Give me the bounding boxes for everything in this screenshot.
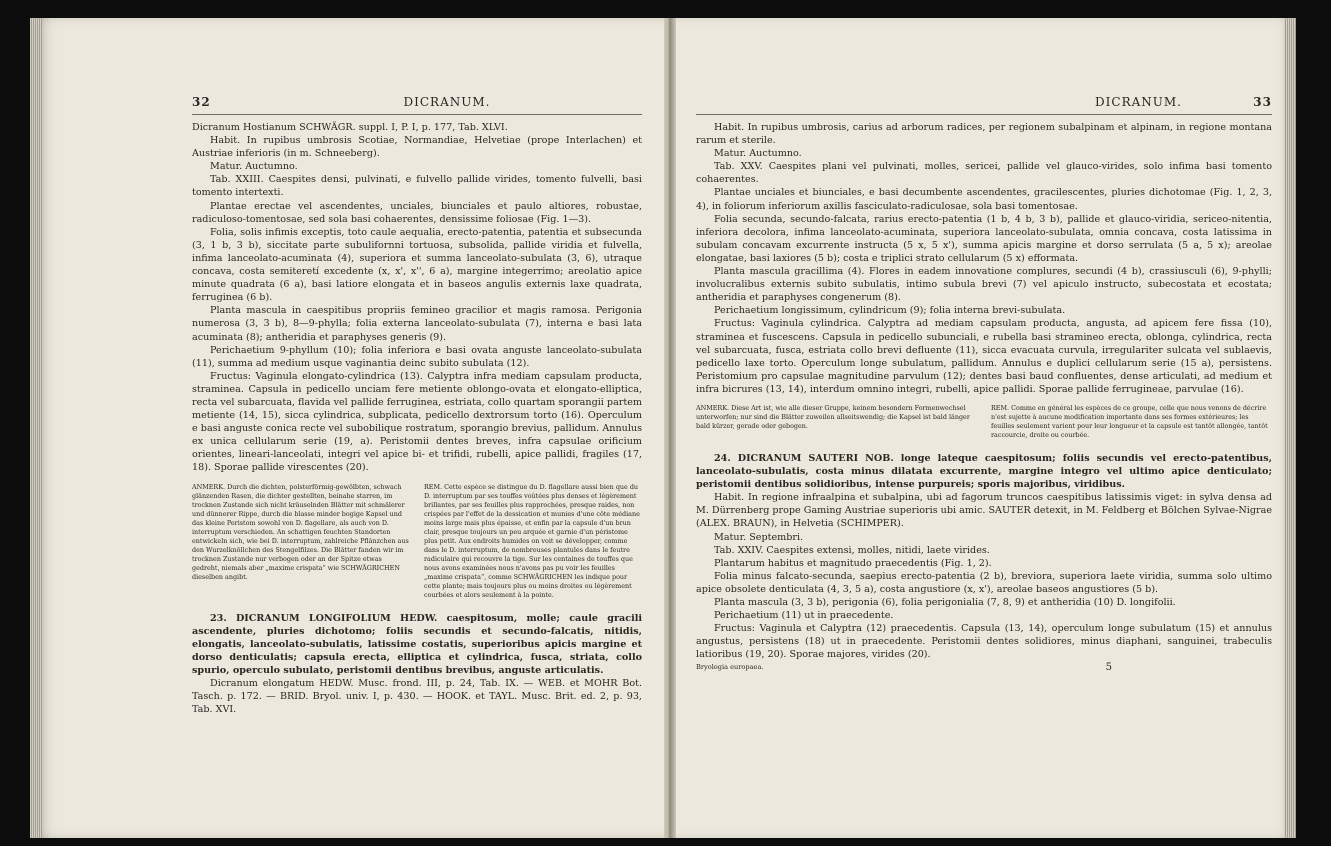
left-paragraph-tab: Tab. XXIII. Caespites densi, pulvinati, e fulvello pallide virides, tomento fulvelli, basi tomento intertexti. — [192, 174, 642, 199]
left-paragraph-mascula: Planta mascula in caespitibus propriis femineo gracilior et magis ramosa. Perigonia numerosa (3, 3 b), 8—9-phylla; folia externa lanceolato-subulata (7), interna e basi lata acuminata (8); antheridia et paraphyses generis (9). — [192, 305, 642, 343]
right-page-edge — [1284, 18, 1296, 838]
right-paragraph-plantae: Plantae unciales et biunciales, e basi decumbente ascendentes, gracilescentes, pluries dichotomae (Fig. 1, 2, 3, 4), in foliorum inferiorum axillis fasciculato-radiculosae, sola basi tomentosae. — [696, 187, 1272, 212]
right-paragraph-b-maturity: Matur. Septembri. — [714, 531, 804, 543]
left-notes-columns — [192, 483, 642, 600]
right-paragraph-folia: Folia secunda, secundo-falcata, rarius erecto-patentia (1 b, 4 b, 3 b), pallide et glauco-viridia, sericeo-nitentia, inferiora decolora, infima lanceolato-acuminata, superiora lanceolato-subulata, omnia concava, costa latissima in subulam concavam excurrente instructa (5 x, 5 x'), summa apicis margine et dorso serrulata (5 a, 5 x); areolae elongatae, basi laxiores (5 b); costa e triplici strato cellularum (5 x) efformata. — [696, 213, 1272, 264]
left-species-heading: 23. DICRANUM LONGIFOLIUM HEDW. caespitosum, molle; caule gracili ascendente, pluries dichotomo; foliis secundis et secundo-falcatis, nitidis, elongatis, lanceolato-subulatis, latissime costatis, superioribus apicis margine et dorso denticulatis; capsula erecta, elliptica et cylindrica, fusca, striata, collo spurio, operculo subulato, peristomii dentibus brevibus, anguste articulatis. — [192, 612, 642, 676]
left-references: Dicranum elongatum HEDW. Musc. frond. III, p. 24, Tab. IX. — WEB. et MOHR Bot. Tasch. p. 172. — BRID. Bryol. univ. I, p. 430. — HOOK. et TAYL. Musc. Brit. ed. 2, p. 93, Tab. XVI. — [192, 678, 642, 716]
left-page-edge — [30, 18, 42, 838]
right-page-number: 33 — [1253, 95, 1272, 109]
left-note-german: ANMERK. Durch die dichten, polsterförmig-gewölbten, schwach glänzenden Rasen, die dichter gestellten, beinahe starren, im trocknen Zustande sich nicht kräuselnden Blätter mit schmälerer und dünnerer Rippe, durch die blasse minder bogige Kapsel und das kleine Peristom sowohl von D. flagellare, als auch von D. interruptum verschieden. An schattigen feuchten Standorten entwickeln sich, wie bei D. interruptum, zahlreiche Pflänzchen aus den Wurzelknöllchen des Stengelfilzes. Die Blätter fanden wir im trocknen Zustande nur verbogen oder an der Spitze etwas gedreht, niemals aber „maxime crispata“ wie SCHWÄGRICHEN dieselben angibt. — [192, 482, 409, 581]
left-running-head: DICRANUM. — [403, 95, 491, 109]
sheet-number: 5 — [1105, 662, 1112, 674]
right-paragraph-b-mascula: Planta mascula (3, 3 b), perigonia (6), folia perigonialia (7, 8, 9) et antheridia (10) D. longifolii. — [714, 597, 1176, 608]
left-note-french: REM. Cette espèce se distingue du D. flagellare aussi bien que du D. interruptum par ses touffes voûtées plus denses et légèrement brillantes, par ses feuilles plus rapprochées, presque raides, non crispées par l'effet de la dessication et munies d'une côte médiane moins large mais plus épaisse, et enfin par la capsule d'un brun clair, presque toujours un peu arquée et garnie d'un péristome plus petit. Aux endroits humides on voit se développer, comme dans le D. interruptum, de nombreuses plantules dans le feutre radiculaire qui recouvre la tige. Sur les centaines de touffes que nous avons examinées nous n'avons pas pu voir les feuilles „maxime crispata“, comme SCHWÄGRICHEN les indique pour cette plante; mais toujours plus ou moins droites ou légèrement courbées et alors seulement à la pointe. — [424, 482, 640, 599]
left-paragraph-fructus: Fructus: Vaginula elongato-cylindrica (13). Calyptra infra mediam capsulam producta, straminea. Capsula in pedicello unciam fere metiente oblongo-ovata et elongato-elliptica, recta vel subarcuata, flavida vel pallide ferruginea, estriata, collo quartam sporangii partem metiente (14, 15), sicca cylindrica, subplicata, pedicello dextrorsum torto (16). Operculum e basi anguste conica recte vel subobilique rostratum, sporangio brevius, pallidum. Annulus ex unica cellularum serie (19, a). Peristomii dentes breves, infra capsulae orificium orientes, lineari-lanceolati, integri vel apice bi- et trifidi, rubelli, apice pallidi, fragiles (17, 18). Sporae pallide virescentes (20). — [192, 370, 642, 474]
left-paragraph-maturity: Matur. Auctumno. — [210, 161, 298, 173]
left-paragraph-folia: Folia, solis infimis exceptis, toto caule aequalia, erecto-patentia, patentia et subsecunda (3, 1 b, 3 b), siccitate parte subulifornni tortuosa, subsolida, pallide viridia et fulvella, infima lanceolato-acuminata (4), superiora et summa lanceolato-subulata (3, 6), utraque concava, costa semiteretí excedente (x, x', x'', 6 a), margine integerrimo; areolatio apice minute quadrata (6 a), basi latiore elongata et in baseos angulis externis laxe quadrata, ferruginea (6 b). — [192, 226, 642, 304]
right-paragraph-b-tab: Tab. XXIV. Caespites extensi, molles, nitidi, laete virides. — [714, 544, 990, 556]
left-paragraph-citation: Dicranum Hostianum SCHWÄGR. suppl. I, P. I, p. 177, Tab. XLVI. — [192, 122, 508, 133]
right-note-german: ANMERK. Diese Art ist, wie alle dieser Gruppe, keinem besondern Formenwechsel unterworfen; nur sind die Blätter zuweilen allseitswendig; die Kapsel ist bald länger bald kürzer, gerade oder gebogen. — [696, 403, 970, 430]
left-paragraph-plantae: Plantae erectae vel ascendentes, unciales, biunciales et paulo altiores, robustae, radiculoso-tomentosae, sed sola basi cohaerentes, densissime foliosae (Fig. 1—3). — [192, 200, 642, 225]
left-running-header — [192, 96, 642, 115]
left-paragraph-perichaetium: Perichaetium 9-phyllum (10); folia inferiora e basi ovata anguste lanceolato-subulata (11), summa ad medium usque vaginantia deinc subito subulata (12). — [192, 344, 642, 369]
right-note-french: REM. Comme en général les espèces de ce groupe, celle que nous venons de décrire n'est sujette à aucune modification importante dans ses formes extérieures; les feuilles seulement varient pour leur longueur et la capsule est tantôt allongée, tantôt raccourcie, droite ou courbée. — [991, 403, 1268, 439]
right-paragraph-b-plantarum: Plantarum habitus et magnitudo praecedentis (Fig. 1, 2). — [714, 557, 992, 569]
right-paragraph-b-folia: Folia minus falcato-secunda, saepius erecto-patentia (2 b), breviora, superiora laete viridia, summa solo ultimo apice obsolete denticulata (4, 3, 5 a), costa angustiore (x, x'), areolae baseos angustiores (5 b). — [696, 570, 1272, 595]
right-paragraph-maturity: Matur. Auctumno. — [714, 148, 802, 160]
left-page — [30, 18, 664, 838]
right-paragraph-b-habitat: Habit. In regione infraalpina et subalpina, ubi ad fagorum truncos caespitibus latissimis viget: in sylva densa ad M. Dürrenberg prope Gaming Austriae superioris ubi amic. SAUTER detexit, in M. Feldberg et Bölchen Sylvae-Nigrae (ALEX. BRAUN), in Helvetia (SCHIMPER). — [696, 492, 1272, 530]
left-page-number: 32 — [192, 95, 211, 109]
right-paragraph-b-perichaetium: Perichaetium (11) ut in praecedente. — [714, 610, 894, 622]
right-paragraph-fructus: Fructus: Vaginula cylindrica. Calyptra ad mediam capsulam producta, angusta, ad apicem fere fissa (10), straminea et fuscescens. Capsula in pedicello subunciali, e rubella basi stramineo erecta, oblonga, cylindrica, recta vel subarcuata, fusca, estriata collo brevi defluente (11), sicca evacuata curvula, irregulariter sulcata vel sublaevis, pedicello laxe torto. Operculum longe subulatum, pallidum. Annulus e duplici cellularum serie (15 a), persistens. Peristomium pro capsulae magnitudine parvulum (12); dentes basi baud confluentes, dense articulati, ad medium et infra bicrures (13, 14), interdum omnino integri, rubelli, apice pallidi. Sporae pallide ferrugineae, parvulae (16). — [696, 318, 1272, 395]
right-paragraph-perichaetium: Perichaetium longissimum, cylindricum (9); folia interna brevi-subulata. — [714, 305, 1066, 317]
book-spine — [662, 18, 676, 838]
signature-mark: Bryologia europaea. — [696, 663, 764, 672]
right-running-head: DICRANUM. — [1095, 95, 1182, 109]
right-notes-columns — [696, 404, 1272, 440]
right-page-footer — [696, 661, 1272, 673]
left-paragraph-habitat: Habit. In rupibus umbrosis Scotiae, Normandiae, Helvetiae (prope Interlachen) et Austriae inferioris (in m. Schneeberg). — [192, 135, 642, 160]
right-paragraph-b-fructus: Fructus: Vaginula et Calyptra (12) praecedentis. Capsula (13, 14), operculum longe subulatum (15) et annulus angustus, persistens (18) ut in praecedente. Peristomii dentes solidiores, minus diaphani, sanguinei, trabeculis latioribus (19, 20). Sporae majores, virides (20). — [696, 623, 1272, 661]
right-page — [676, 18, 1296, 838]
right-running-header — [696, 96, 1272, 115]
right-paragraph-habitat: Habit. In rupibus umbrosis, carius ad arborum radices, per regionem subalpinam et alpinam, in regione montana rarum et sterile. — [696, 122, 1272, 147]
right-species-heading: 24. DICRANUM SAUTERI NOB. longe lateque caespitosum; foliis secundis vel erecto-patentibus, lanceolato-subulatis, costa minus dilatata excurrente, margine integro vel ultimo apice denticulato; peristomii dentibus solidioribus, intense purpureis; sporis majoribus, viridibus. — [696, 452, 1272, 491]
right-paragraph-mascula: Planta mascula gracillima (4). Flores in eadem innovatione complures, secundi (4 b), crassiusculi (6), 9-phylli; involucralibus externis subito subulatis, intimo subula brevi (7) vel apiculo instructo, subecostata et ecostata; antheridia et paraphyses congenerum (8). — [696, 266, 1272, 304]
right-paragraph-tab: Tab. XXV. Caespites plani vel pulvinati, molles, sericei, pallide vel glauco-virides, solo infima basi tomento cohaerentes. — [696, 161, 1272, 186]
